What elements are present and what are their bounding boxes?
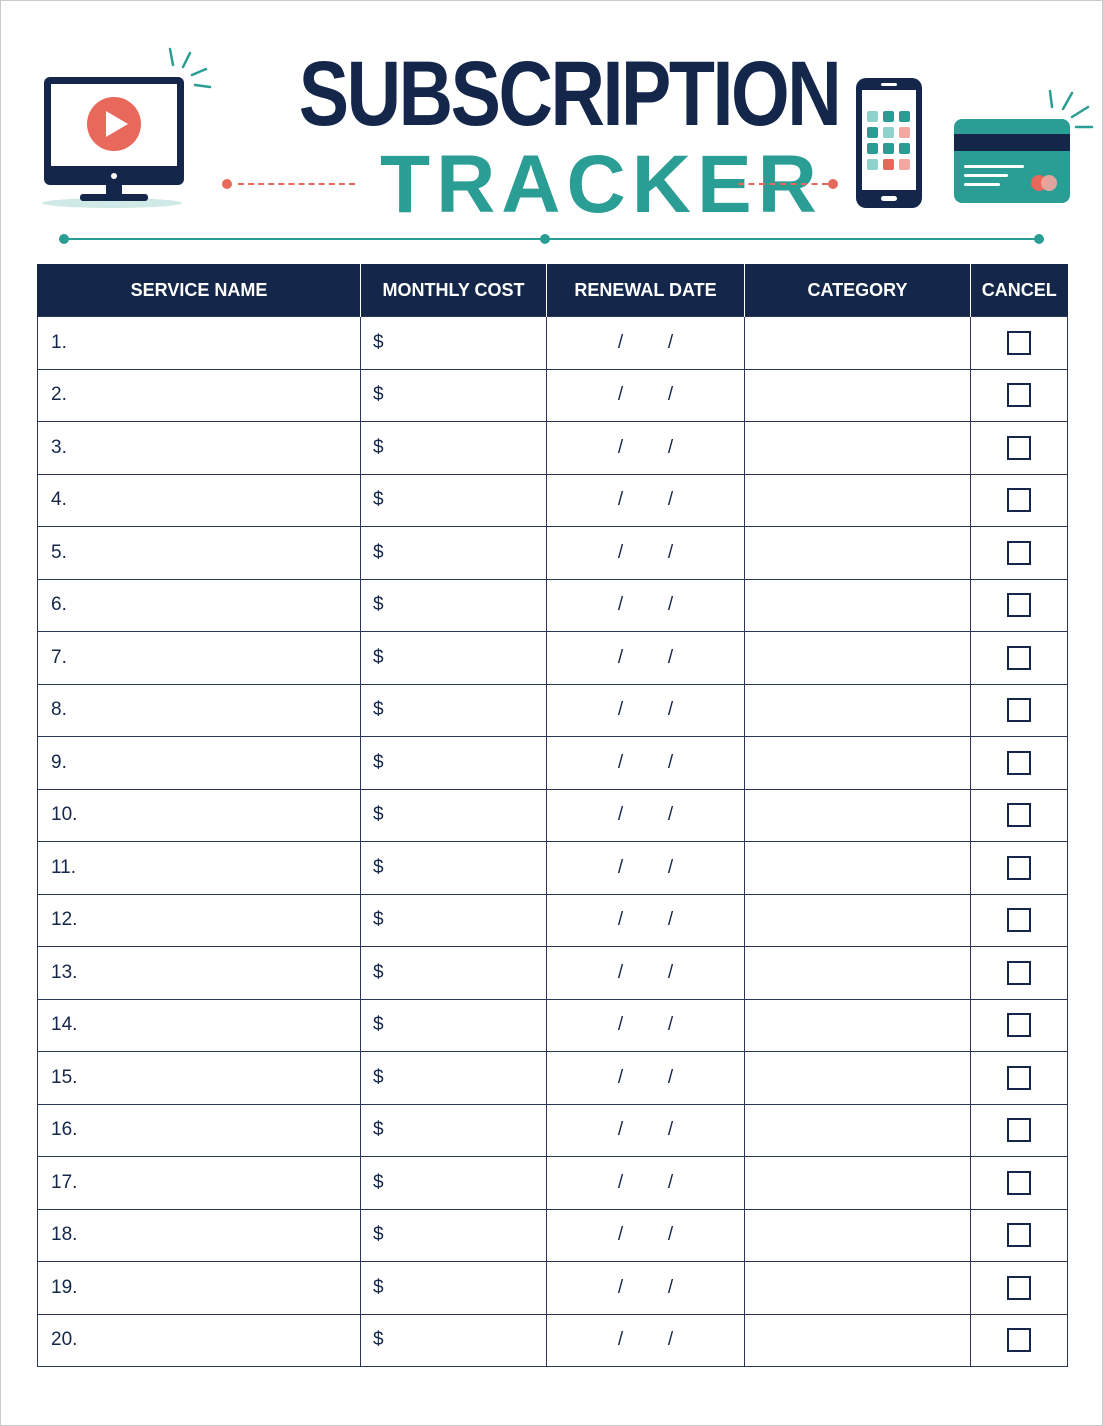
subscription-table xyxy=(37,264,1068,1367)
renewal-date-cell[interactable] xyxy=(547,579,745,632)
renewal-date-cell[interactable] xyxy=(547,1052,745,1105)
date-separator: / xyxy=(617,1119,624,1141)
currency-symbol: $ xyxy=(373,541,384,563)
cancel-cell xyxy=(971,422,1068,475)
cancel-checkbox[interactable] xyxy=(1007,908,1031,932)
renewal-date-cell[interactable] xyxy=(547,1209,745,1262)
date-separator: / xyxy=(667,1224,674,1246)
cancel-checkbox[interactable] xyxy=(1007,331,1031,355)
currency-symbol: $ xyxy=(373,1119,384,1141)
row-number: 4. xyxy=(51,489,67,511)
cancel-checkbox[interactable] xyxy=(1007,1066,1031,1090)
renewal-date-cell[interactable] xyxy=(547,1314,745,1367)
table-row xyxy=(38,1209,1068,1262)
cancel-checkbox[interactable] xyxy=(1007,803,1031,827)
currency-symbol: $ xyxy=(373,804,384,826)
row-number: 19. xyxy=(51,1276,78,1298)
cancel-cell xyxy=(971,842,1068,895)
date-separator: / xyxy=(667,1066,674,1088)
category-cell[interactable] xyxy=(745,684,971,737)
date-separator: / xyxy=(667,489,674,511)
date-separator: / xyxy=(667,751,674,773)
renewal-date-cell[interactable] xyxy=(547,842,745,895)
table-row xyxy=(38,1262,1068,1315)
monthly-cost-cell[interactable] xyxy=(361,894,547,947)
monthly-cost-cell[interactable] xyxy=(361,1209,547,1262)
monthly-cost-cell[interactable] xyxy=(361,1157,547,1210)
date-separator: / xyxy=(617,1276,624,1298)
currency-symbol: $ xyxy=(373,961,384,983)
cancel-cell xyxy=(971,632,1068,685)
renewal-date-cell[interactable] xyxy=(547,1157,745,1210)
service-name-cell[interactable] xyxy=(38,317,361,370)
renewal-date-cell[interactable] xyxy=(547,369,745,422)
row-number: 15. xyxy=(51,1066,78,1088)
page-title-line2: TRACKER xyxy=(380,139,823,230)
category-cell[interactable] xyxy=(745,422,971,475)
currency-symbol: $ xyxy=(373,384,384,406)
row-number: 13. xyxy=(51,961,78,983)
cancel-cell xyxy=(971,999,1068,1052)
row-number: 1. xyxy=(51,331,67,353)
service-name-cell[interactable] xyxy=(38,579,361,632)
divider-dot-center xyxy=(540,234,550,244)
table-row xyxy=(38,737,1068,790)
cancel-checkbox[interactable] xyxy=(1007,488,1031,512)
cancel-cell xyxy=(971,1104,1068,1157)
category-cell[interactable] xyxy=(745,947,971,1000)
renewal-date-cell[interactable] xyxy=(547,789,745,842)
currency-symbol: $ xyxy=(373,909,384,931)
row-number: 16. xyxy=(51,1119,78,1141)
category-cell[interactable] xyxy=(745,1314,971,1367)
cancel-checkbox[interactable] xyxy=(1007,1223,1031,1247)
cancel-checkbox[interactable] xyxy=(1007,646,1031,670)
service-name-cell[interactable] xyxy=(38,474,361,527)
column-header-renewal-date: RENEWAL DATE xyxy=(547,264,745,317)
row-number: 9. xyxy=(51,751,67,773)
renewal-date-cell[interactable] xyxy=(547,737,745,790)
date-separator: / xyxy=(617,751,624,773)
cancel-checkbox[interactable] xyxy=(1007,1118,1031,1142)
category-cell[interactable] xyxy=(745,474,971,527)
renewal-date-cell[interactable] xyxy=(547,527,745,580)
credit-card-icon xyxy=(950,85,1095,210)
row-number: 10. xyxy=(51,804,78,826)
renewal-date-cell[interactable] xyxy=(547,947,745,1000)
row-number: 6. xyxy=(51,594,67,616)
monthly-cost-cell[interactable] xyxy=(361,789,547,842)
cancel-cell xyxy=(971,579,1068,632)
date-separator: / xyxy=(617,1329,624,1351)
table-row xyxy=(38,1157,1068,1210)
monthly-cost-cell[interactable] xyxy=(361,369,547,422)
date-separator: / xyxy=(667,541,674,563)
cancel-checkbox[interactable] xyxy=(1007,1171,1031,1195)
service-name-cell[interactable] xyxy=(38,789,361,842)
category-cell[interactable] xyxy=(745,1209,971,1262)
date-separator: / xyxy=(617,961,624,983)
renewal-date-cell[interactable] xyxy=(547,894,745,947)
category-cell[interactable] xyxy=(745,1262,971,1315)
cancel-cell xyxy=(971,737,1068,790)
table-row xyxy=(38,579,1068,632)
row-number: 14. xyxy=(51,1014,78,1036)
cancel-cell xyxy=(971,1262,1068,1315)
renewal-date-cell[interactable] xyxy=(547,999,745,1052)
date-separator: / xyxy=(667,1276,674,1298)
date-separator: / xyxy=(667,594,674,616)
category-cell[interactable] xyxy=(745,737,971,790)
column-header-monthly-cost: MONTHLY COST xyxy=(361,264,547,317)
category-cell[interactable] xyxy=(745,1052,971,1105)
monthly-cost-cell[interactable] xyxy=(361,947,547,1000)
renewal-date-cell[interactable] xyxy=(547,632,745,685)
cancel-checkbox[interactable] xyxy=(1007,1013,1031,1037)
column-header-cancel: CANCEL xyxy=(971,264,1068,317)
date-separator: / xyxy=(667,436,674,458)
cancel-checkbox[interactable] xyxy=(1007,1276,1031,1300)
row-number: 17. xyxy=(51,1171,78,1193)
cancel-checkbox[interactable] xyxy=(1007,1328,1031,1352)
date-separator: / xyxy=(617,856,624,878)
date-separator: / xyxy=(617,1014,624,1036)
currency-symbol: $ xyxy=(373,594,384,616)
row-number: 3. xyxy=(51,436,67,458)
monthly-cost-cell[interactable] xyxy=(361,1052,547,1105)
category-cell[interactable] xyxy=(745,842,971,895)
date-separator: / xyxy=(667,1014,674,1036)
monthly-cost-cell[interactable] xyxy=(361,999,547,1052)
service-name-cell[interactable] xyxy=(38,842,361,895)
monthly-cost-cell[interactable] xyxy=(361,422,547,475)
date-separator: / xyxy=(617,594,624,616)
category-cell[interactable] xyxy=(745,317,971,370)
renewal-date-cell[interactable] xyxy=(547,422,745,475)
row-number: 11. xyxy=(51,856,77,878)
cancel-checkbox[interactable] xyxy=(1007,698,1031,722)
cancel-cell xyxy=(971,789,1068,842)
service-name-cell[interactable] xyxy=(38,1052,361,1105)
column-header-service-name: SERVICE NAME xyxy=(38,264,361,317)
cancel-cell xyxy=(971,684,1068,737)
service-name-cell[interactable] xyxy=(38,1262,361,1315)
service-name-cell[interactable] xyxy=(38,947,361,1000)
category-cell[interactable] xyxy=(745,632,971,685)
cancel-cell xyxy=(971,1157,1068,1210)
cancel-cell xyxy=(971,369,1068,422)
currency-symbol: $ xyxy=(373,331,384,353)
page-title-line1: SUBSCRIPTION xyxy=(298,43,840,145)
date-separator: / xyxy=(667,646,674,668)
category-cell[interactable] xyxy=(745,999,971,1052)
category-cell[interactable] xyxy=(745,894,971,947)
cancel-cell xyxy=(971,1314,1068,1367)
currency-symbol: $ xyxy=(373,751,384,773)
currency-symbol: $ xyxy=(373,1276,384,1298)
category-cell[interactable] xyxy=(745,527,971,580)
table-row xyxy=(38,842,1068,895)
table-row xyxy=(38,999,1068,1052)
cancel-checkbox[interactable] xyxy=(1007,436,1031,460)
date-separator: / xyxy=(667,961,674,983)
service-name-cell[interactable] xyxy=(38,1209,361,1262)
row-number: 8. xyxy=(51,699,67,721)
service-name-cell[interactable] xyxy=(38,737,361,790)
date-separator: / xyxy=(617,646,624,668)
table-row xyxy=(38,474,1068,527)
monthly-cost-cell[interactable] xyxy=(361,737,547,790)
table-row xyxy=(38,894,1068,947)
row-number: 12. xyxy=(51,909,78,931)
date-separator: / xyxy=(617,541,624,563)
decor-dash-right xyxy=(738,183,828,185)
cancel-cell xyxy=(971,894,1068,947)
monthly-cost-cell[interactable] xyxy=(361,1262,547,1315)
service-name-cell[interactable] xyxy=(38,684,361,737)
date-separator: / xyxy=(667,856,674,878)
cancel-checkbox[interactable] xyxy=(1007,961,1031,985)
date-separator: / xyxy=(667,804,674,826)
cancel-cell xyxy=(971,1052,1068,1105)
monthly-cost-cell[interactable] xyxy=(361,579,547,632)
decor-dot-right xyxy=(828,179,838,189)
date-separator: / xyxy=(617,331,624,353)
category-cell[interactable] xyxy=(745,579,971,632)
currency-symbol: $ xyxy=(373,436,384,458)
renewal-date-cell[interactable] xyxy=(547,317,745,370)
service-name-cell[interactable] xyxy=(38,632,361,685)
date-separator: / xyxy=(667,909,674,931)
cancel-cell xyxy=(971,947,1068,1000)
renewal-date-cell[interactable] xyxy=(547,1262,745,1315)
service-name-cell[interactable] xyxy=(38,527,361,580)
date-separator: / xyxy=(667,331,674,353)
currency-symbol: $ xyxy=(373,1014,384,1036)
date-separator: / xyxy=(617,1171,624,1193)
renewal-date-cell[interactable] xyxy=(547,1104,745,1157)
table-row xyxy=(38,422,1068,475)
cancel-cell xyxy=(971,527,1068,580)
cancel-checkbox[interactable] xyxy=(1007,383,1031,407)
currency-symbol: $ xyxy=(373,489,384,511)
service-name-cell[interactable] xyxy=(38,422,361,475)
category-cell[interactable] xyxy=(745,1104,971,1157)
renewal-date-cell[interactable] xyxy=(547,684,745,737)
cancel-cell xyxy=(971,1209,1068,1262)
currency-symbol: $ xyxy=(373,1329,384,1351)
service-name-cell[interactable] xyxy=(38,894,361,947)
currency-symbol: $ xyxy=(373,856,384,878)
date-separator: / xyxy=(617,1224,624,1246)
row-number: 18. xyxy=(51,1224,78,1246)
date-separator: / xyxy=(617,1066,624,1088)
table-row xyxy=(38,1052,1068,1105)
table-row xyxy=(38,1314,1068,1367)
cancel-checkbox[interactable] xyxy=(1007,593,1031,617)
date-separator: / xyxy=(667,1119,674,1141)
table-row xyxy=(38,789,1068,842)
date-separator: / xyxy=(667,699,674,721)
monthly-cost-cell[interactable] xyxy=(361,474,547,527)
date-separator: / xyxy=(617,436,624,458)
table-row xyxy=(38,369,1068,422)
currency-symbol: $ xyxy=(373,1171,384,1193)
category-cell[interactable] xyxy=(745,369,971,422)
monthly-cost-cell[interactable] xyxy=(361,684,547,737)
decor-dot-left xyxy=(222,179,232,189)
divider-dot-right xyxy=(1034,234,1044,244)
service-name-cell[interactable] xyxy=(38,1314,361,1367)
table-header-row xyxy=(38,264,1068,317)
currency-symbol: $ xyxy=(373,646,384,668)
category-cell[interactable] xyxy=(745,789,971,842)
category-cell[interactable] xyxy=(745,1157,971,1210)
divider-dot-left xyxy=(59,234,69,244)
date-separator: / xyxy=(667,1171,674,1193)
table-row xyxy=(38,1104,1068,1157)
monthly-cost-cell[interactable] xyxy=(361,317,547,370)
cancel-cell xyxy=(971,474,1068,527)
row-number: 2. xyxy=(51,384,67,406)
service-name-cell[interactable] xyxy=(38,369,361,422)
row-number: 5. xyxy=(51,541,67,563)
table-row xyxy=(38,947,1068,1000)
decor-dash-left xyxy=(238,183,355,185)
monthly-cost-cell[interactable] xyxy=(361,527,547,580)
monthly-cost-cell[interactable] xyxy=(361,1314,547,1367)
service-name-cell[interactable] xyxy=(38,1104,361,1157)
renewal-date-cell[interactable] xyxy=(547,474,745,527)
smartphone-apps-icon xyxy=(853,75,925,210)
date-separator: / xyxy=(667,1329,674,1351)
table-row xyxy=(38,684,1068,737)
service-name-cell[interactable] xyxy=(38,999,361,1052)
date-separator: / xyxy=(617,804,624,826)
service-name-cell[interactable] xyxy=(38,1157,361,1210)
row-number: 7. xyxy=(51,646,67,668)
row-number: 20. xyxy=(51,1329,78,1351)
table-row xyxy=(38,527,1068,580)
date-separator: / xyxy=(617,699,624,721)
cancel-checkbox[interactable] xyxy=(1007,751,1031,775)
date-separator: / xyxy=(617,909,624,931)
table-row xyxy=(38,632,1068,685)
cancel-cell xyxy=(971,317,1068,370)
table-row xyxy=(38,317,1068,370)
currency-symbol: $ xyxy=(373,1066,384,1088)
monthly-cost-cell[interactable] xyxy=(361,632,547,685)
monthly-cost-cell[interactable] xyxy=(361,1104,547,1157)
monthly-cost-cell[interactable] xyxy=(361,842,547,895)
date-separator: / xyxy=(617,489,624,511)
monitor-play-icon xyxy=(40,45,215,210)
date-separator: / xyxy=(617,384,624,406)
cancel-checkbox[interactable] xyxy=(1007,856,1031,880)
header-divider xyxy=(64,238,1040,240)
column-header-category: CATEGORY xyxy=(745,264,971,317)
currency-symbol: $ xyxy=(373,1224,384,1246)
cancel-checkbox[interactable] xyxy=(1007,541,1031,565)
date-separator: / xyxy=(667,384,674,406)
currency-symbol: $ xyxy=(373,699,384,721)
